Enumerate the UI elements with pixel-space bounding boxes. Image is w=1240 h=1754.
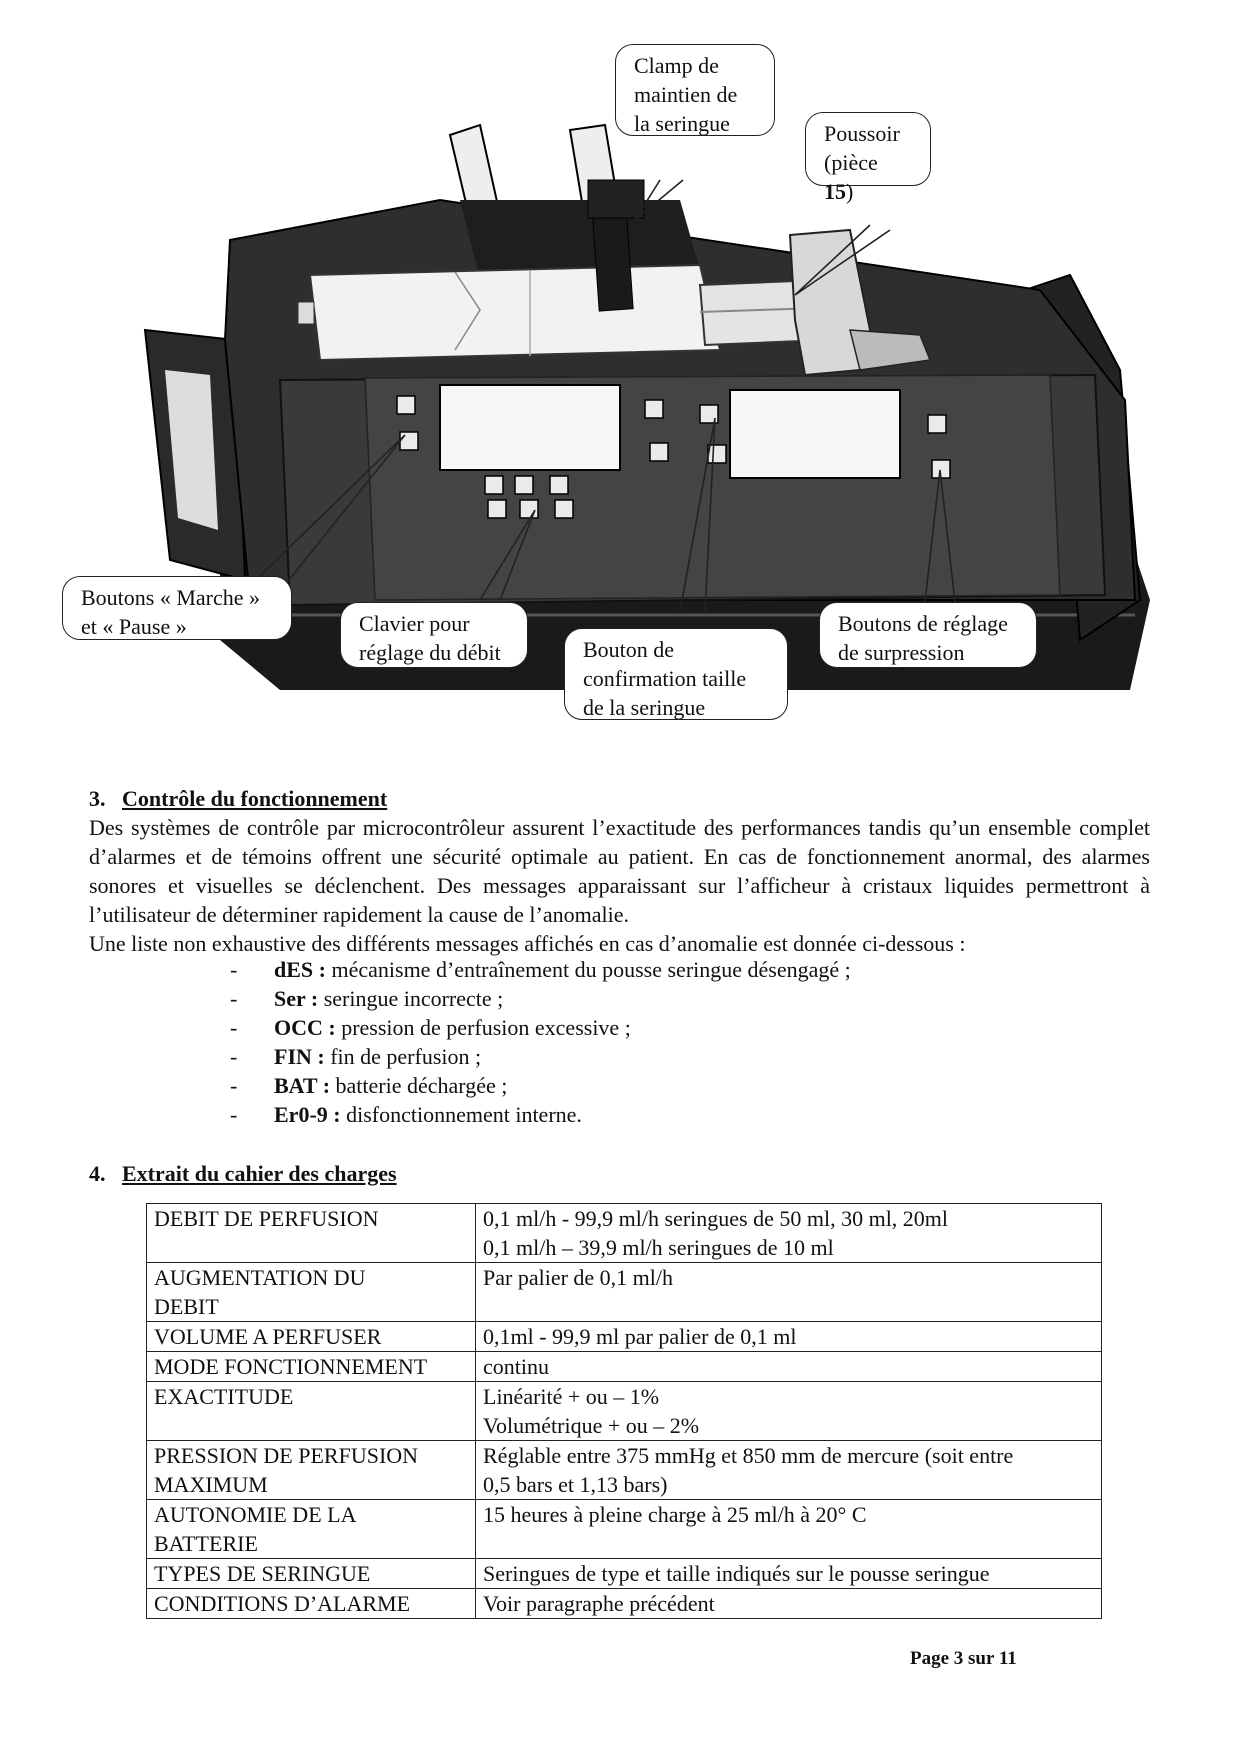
alarm-text: pression de perfusion excessive ;	[335, 1015, 631, 1040]
callout-poussoir-number: 15	[824, 179, 846, 204]
spec-key-line: CONDITIONS D’ALARME	[154, 1591, 411, 1616]
spec-key	[147, 1352, 476, 1382]
section-3-heading	[89, 784, 387, 813]
callout-surpression-line: de surpression	[838, 640, 965, 665]
list-item	[230, 1013, 851, 1042]
spec-value	[476, 1322, 1102, 1352]
spec-value	[476, 1352, 1102, 1382]
callout-poussoir-line2	[824, 148, 912, 206]
spec-key-line: DEBIT	[154, 1294, 219, 1319]
table-row	[147, 1500, 1102, 1559]
spec-key	[147, 1500, 476, 1559]
alarm-message-list	[230, 955, 851, 1129]
table-row	[147, 1322, 1102, 1352]
table-row	[147, 1382, 1102, 1441]
spec-value-line: Par palier de 0,1 ml/h	[483, 1265, 674, 1290]
alarm-code: dES :	[274, 957, 326, 982]
spec-value	[476, 1204, 1102, 1263]
spec-value-line: 0,1 ml/h – 39,9 ml/h seringues de 10 ml	[483, 1235, 834, 1260]
callout-poussoir-prefix: (pièce	[824, 150, 878, 175]
section-3-title: Contrôle du fonctionnement	[122, 786, 388, 811]
spec-value	[476, 1500, 1102, 1559]
specification-table	[146, 1203, 1102, 1619]
spec-key	[147, 1204, 476, 1263]
spec-value	[476, 1263, 1102, 1322]
callout-surpression-line: Boutons de réglage	[838, 611, 1008, 636]
page-number: Page 3 sur 11	[910, 1648, 1017, 1669]
spec-value-line: Voir paragraphe précédent	[483, 1591, 715, 1616]
table-row	[147, 1352, 1102, 1382]
table-row	[147, 1204, 1102, 1263]
spec-key-line: PRESSION DE PERFUSION	[154, 1443, 419, 1468]
spec-value-line: Seringues de type et taille indiqués sur le pousse seringue	[483, 1561, 990, 1586]
section-4-heading	[89, 1159, 397, 1188]
section-3-paragraph: Des systèmes de contrôle par microcontrôleur assurent l’exactitude des performances tandis qu’un ensemble complet d’alarmes et de témoins offrent une sécurité optimale au patient. En cas de fonctionnement anormal, des alarmes sonores et visuelles se déclenchent. Des messages apparaissant sur l’afficheur à cristaux liquides permettront à l’utilisateur de déterminer rapidement la cause de l’anomalie.	[89, 815, 1150, 927]
callout-confirmation	[564, 628, 788, 720]
spec-value-line: 15 heures à pleine charge à 25 ml/h à 20° C	[483, 1502, 867, 1527]
table-row	[147, 1263, 1102, 1322]
callout-poussoir	[805, 112, 931, 204]
alarm-text: disfonctionnement interne.	[340, 1102, 582, 1127]
spec-key	[147, 1382, 476, 1441]
list-item	[230, 1071, 851, 1100]
callout-marche-line: et « Pause »	[81, 614, 187, 639]
spec-value-line: 0,1ml - 99,9 ml par palier de 0,1 ml	[483, 1324, 797, 1349]
alarm-code: Er0-9 :	[274, 1102, 341, 1127]
alarm-code: Ser :	[274, 986, 319, 1011]
callout-poussoir-line1: Poussoir	[824, 121, 900, 146]
section-3-number: 3.	[89, 786, 106, 811]
spec-value-line: continu	[483, 1354, 549, 1379]
alarm-code: BAT :	[274, 1073, 331, 1098]
spec-key	[147, 1263, 476, 1322]
alarm-text: fin de perfusion ;	[324, 1044, 482, 1069]
spec-key-line: BATTERIE	[154, 1531, 258, 1556]
callout-clamp-line: la seringue	[634, 111, 730, 136]
section-4-number: 4.	[89, 1161, 106, 1186]
callout-confirmation-line: confirmation taille	[583, 666, 747, 691]
alarm-code: OCC :	[274, 1015, 336, 1040]
spec-value	[476, 1382, 1102, 1441]
alarm-text: batterie déchargée ;	[330, 1073, 508, 1098]
list-item	[230, 1100, 851, 1129]
callout-clavier-line: Clavier pour	[359, 611, 470, 636]
spec-key-line: AUTONOMIE DE LA	[154, 1502, 357, 1527]
spec-key-line: MAXIMUM	[154, 1472, 268, 1497]
section-3-body	[89, 813, 1150, 958]
callout-poussoir-suffix: )	[846, 179, 854, 204]
spec-key-line: TYPES DE SERINGUE	[154, 1561, 371, 1586]
spec-value	[476, 1559, 1102, 1589]
callout-clamp-line: Clamp de	[634, 53, 719, 78]
list-item	[230, 1042, 851, 1071]
alarm-text: mécanisme d’entraînement du pousse seringue désengagé ;	[325, 957, 851, 982]
section-3-intro: Une liste non exhaustive des différents messages affichés en cas d’anomalie est donnée ci-dessous :	[89, 931, 966, 956]
callout-clavier-line: réglage du débit	[359, 640, 501, 665]
callout-confirmation-line: Bouton de	[583, 637, 675, 662]
callout-marche-pause	[62, 576, 292, 640]
table-row	[147, 1559, 1102, 1589]
table-row	[147, 1589, 1102, 1619]
alarm-code: FIN :	[274, 1044, 325, 1069]
callout-clamp	[615, 44, 775, 136]
spec-value	[476, 1589, 1102, 1619]
spec-key	[147, 1589, 476, 1619]
spec-value-line: Réglable entre 375 mmHg et 850 mm de mercure (soit entre	[483, 1443, 1014, 1468]
spec-key-line: AUGMENTATION DU	[154, 1265, 366, 1290]
section-4-title: Extrait du cahier des charges	[122, 1161, 397, 1186]
spec-value-line: Volumétrique + ou – 2%	[483, 1413, 700, 1438]
list-item	[230, 984, 851, 1013]
spec-key	[147, 1441, 476, 1500]
spec-key-line: DEBIT DE PERFUSION	[154, 1206, 379, 1231]
spec-value	[476, 1441, 1102, 1500]
syringe-pump-figure	[60, 40, 1180, 780]
spec-key	[147, 1322, 476, 1352]
callout-confirmation-line: de la seringue	[583, 695, 706, 720]
callout-surpression	[819, 602, 1037, 668]
spec-key	[147, 1559, 476, 1589]
spec-value-line: Linéarité + ou – 1%	[483, 1384, 660, 1409]
callout-marche-line: Boutons « Marche »	[81, 585, 261, 610]
spec-value-line: 0,5 bars et 1,13 bars)	[483, 1472, 668, 1497]
spec-key-line: MODE FONCTIONNEMENT	[154, 1354, 428, 1379]
callout-clamp-line: maintien de	[634, 82, 738, 107]
spec-value-line: 0,1 ml/h - 99,9 ml/h seringues de 50 ml, 30 ml, 20ml	[483, 1206, 949, 1231]
list-item	[230, 955, 851, 984]
table-row	[147, 1441, 1102, 1500]
callout-clavier	[340, 602, 528, 668]
spec-key-line: EXACTITUDE	[154, 1384, 294, 1409]
spec-key-line: VOLUME A PERFUSER	[154, 1324, 382, 1349]
alarm-text: seringue incorrecte ;	[318, 986, 504, 1011]
